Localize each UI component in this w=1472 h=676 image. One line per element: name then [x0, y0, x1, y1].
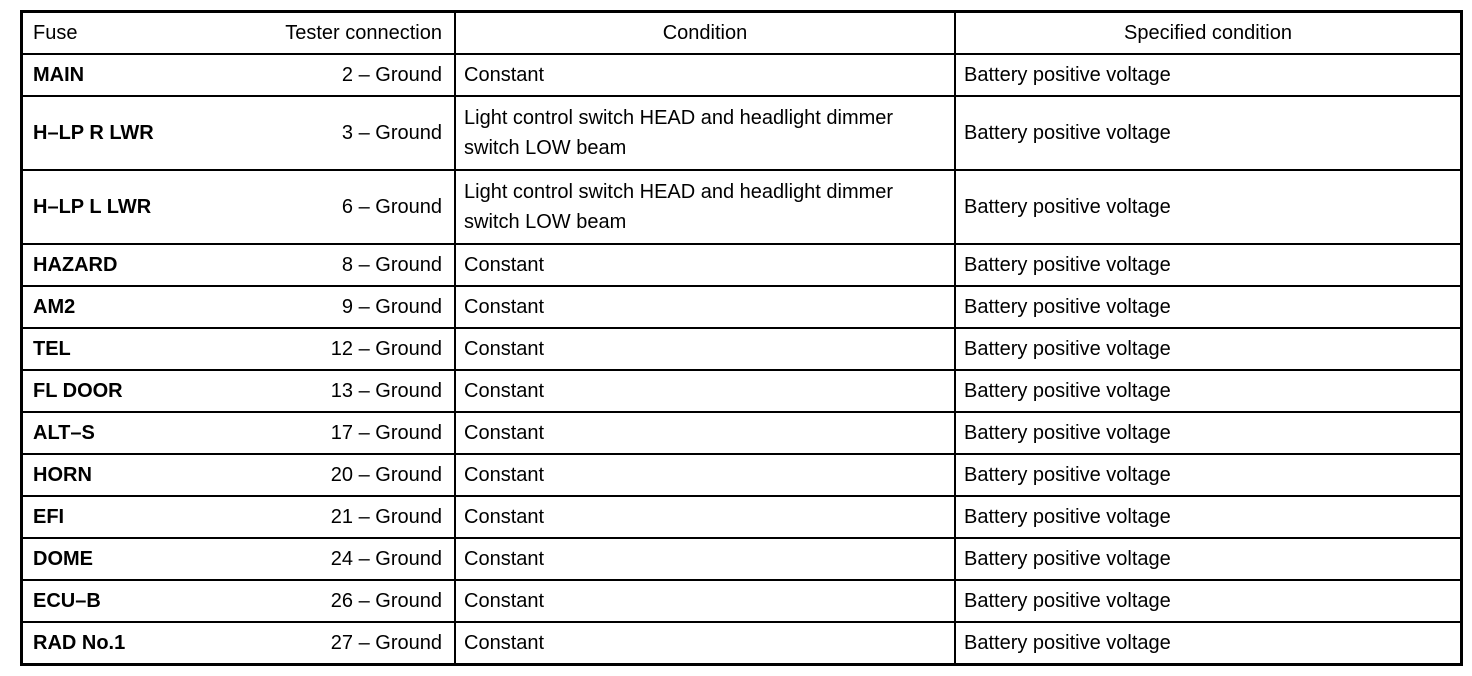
fuse-name: TEL	[33, 338, 71, 360]
fuse-tester-cell	[23, 370, 455, 412]
tester-connection: 6 – Ground	[341, 196, 442, 218]
fuse-name: FL DOOR	[33, 380, 123, 402]
condition-cell: Constant	[455, 370, 955, 412]
condition-cell: Constant	[455, 454, 955, 496]
condition-cell: Constant	[455, 54, 955, 96]
specified-condition-cell: Battery positive voltage	[955, 580, 1460, 622]
fuse-name: H–LP L LWR	[33, 196, 152, 218]
fuse-tester-cell	[23, 170, 455, 244]
fuse-name: AM2	[33, 296, 76, 318]
table-row	[23, 244, 1460, 286]
header-fuse-tester	[23, 13, 455, 54]
header-condition: Condition	[455, 13, 955, 54]
table-header-row	[23, 13, 1460, 54]
specified-condition-cell: Battery positive voltage	[955, 622, 1460, 663]
specified-condition-cell: Battery positive voltage	[955, 538, 1460, 580]
condition-cell: Constant	[455, 496, 955, 538]
fuse-name: EFI	[33, 506, 65, 528]
table-row	[23, 170, 1460, 244]
table-row	[23, 412, 1460, 454]
table-row	[23, 496, 1460, 538]
fuse-name: HAZARD	[33, 254, 118, 276]
tester-connection: 9 – Ground	[341, 296, 442, 318]
specified-condition-cell: Battery positive voltage	[955, 412, 1460, 454]
condition-cell: Constant	[455, 412, 955, 454]
specified-condition-cell: Battery positive voltage	[955, 170, 1460, 244]
fuse-tester-cell	[23, 96, 455, 170]
tester-connection: 8 – Ground	[341, 254, 442, 276]
condition-cell: Constant	[455, 580, 955, 622]
header-specified-condition: Specified condition	[955, 13, 1460, 54]
header-tester-connection: Tester connection	[285, 22, 442, 44]
tester-connection: 12 – Ground	[330, 338, 442, 360]
condition-cell: Constant	[455, 622, 955, 663]
fuse-name: MAIN	[33, 64, 85, 86]
table-body	[23, 54, 1460, 663]
fuse-name: DOME	[33, 548, 93, 570]
fuse-tester-cell	[23, 244, 455, 286]
fuse-inspection-table	[20, 10, 1463, 666]
fuse-name: RAD No.1	[33, 632, 126, 654]
fuse-name: ALT–S	[33, 422, 95, 444]
fuse-tester-cell	[23, 286, 455, 328]
table-row	[23, 54, 1460, 96]
condition-cell: Constant	[455, 286, 955, 328]
condition-cell: Constant	[455, 538, 955, 580]
fuse-tester-cell	[23, 538, 455, 580]
tester-connection: 20 – Ground	[330, 464, 442, 486]
table-row	[23, 370, 1460, 412]
fuse-table	[23, 13, 1460, 663]
fuse-tester-cell	[23, 54, 455, 96]
fuse-tester-cell	[23, 622, 455, 663]
specified-condition-cell: Battery positive voltage	[955, 496, 1460, 538]
tester-connection: 17 – Ground	[330, 422, 442, 444]
condition-cell: Light control switch HEAD and headlight dimmer switch LOW beam	[455, 96, 955, 170]
table-row	[23, 538, 1460, 580]
specified-condition-cell: Battery positive voltage	[955, 454, 1460, 496]
fuse-tester-cell	[23, 496, 455, 538]
specified-condition-cell: Battery positive voltage	[955, 286, 1460, 328]
tester-connection: 2 – Ground	[341, 64, 442, 86]
fuse-name: ECU–B	[33, 590, 101, 612]
fuse-name: H–LP R LWR	[33, 122, 154, 144]
fuse-tester-cell	[23, 580, 455, 622]
specified-condition-cell: Battery positive voltage	[955, 370, 1460, 412]
specified-condition-cell: Battery positive voltage	[955, 328, 1460, 370]
condition-cell: Constant	[455, 244, 955, 286]
table-row	[23, 580, 1460, 622]
header-fuse: Fuse	[33, 22, 78, 44]
table-row	[23, 286, 1460, 328]
fuse-tester-cell	[23, 328, 455, 370]
fuse-tester-cell	[23, 454, 455, 496]
condition-cell: Light control switch HEAD and headlight dimmer switch LOW beam	[455, 170, 955, 244]
tester-connection: 27 – Ground	[330, 632, 442, 654]
table-row	[23, 454, 1460, 496]
table-row	[23, 96, 1460, 170]
tester-connection: 21 – Ground	[330, 506, 442, 528]
tester-connection: 26 – Ground	[330, 590, 442, 612]
fuse-name: HORN	[33, 464, 92, 486]
table-row	[23, 622, 1460, 663]
fuse-tester-cell	[23, 412, 455, 454]
specified-condition-cell: Battery positive voltage	[955, 54, 1460, 96]
tester-connection: 13 – Ground	[330, 380, 442, 402]
table-row	[23, 328, 1460, 370]
tester-connection: 3 – Ground	[341, 122, 442, 144]
specified-condition-cell: Battery positive voltage	[955, 244, 1460, 286]
condition-cell: Constant	[455, 328, 955, 370]
tester-connection: 24 – Ground	[330, 548, 442, 570]
specified-condition-cell: Battery positive voltage	[955, 96, 1460, 170]
